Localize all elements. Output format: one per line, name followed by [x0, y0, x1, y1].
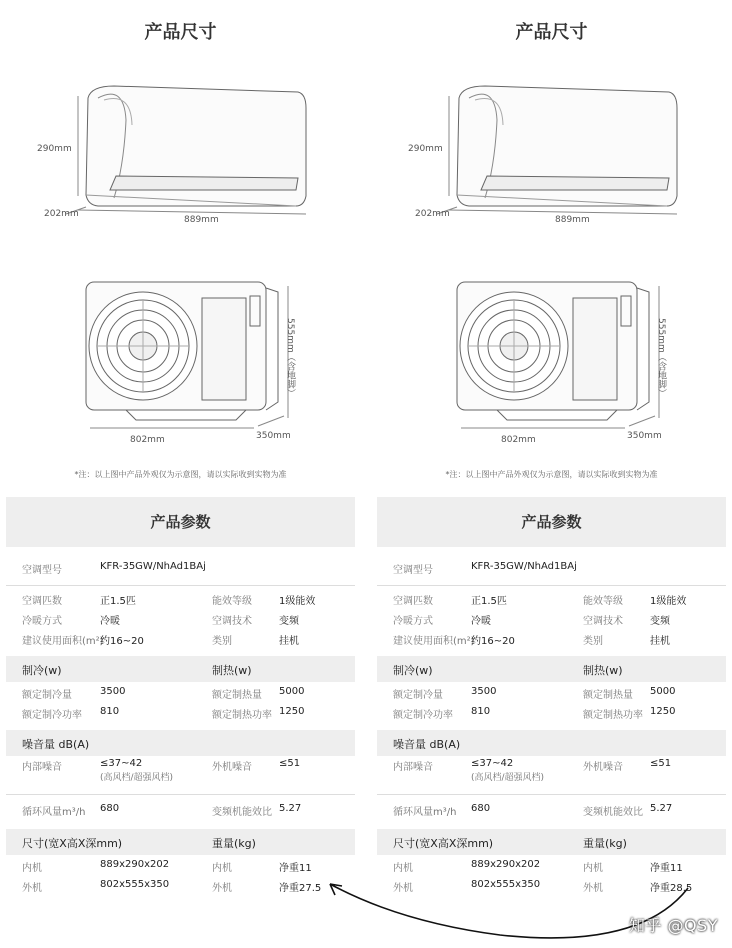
section-header [6, 730, 355, 756]
cell-value: 1级能效 [650, 596, 687, 607]
cell-label: 额定制冷量 [22, 690, 72, 701]
cooling-header: 制冷(w) [393, 664, 433, 677]
table-row [377, 706, 726, 726]
indoor-unit-drawing [66, 86, 306, 214]
cell-label: 空调匹数 [393, 596, 433, 607]
cell-label: 空调匹数 [22, 596, 62, 607]
size-title: 产品尺寸 [144, 22, 217, 43]
cell-label: 内机 [393, 863, 413, 874]
table-row [6, 879, 355, 899]
table-row [6, 855, 355, 879]
noise-header: 噪音量 dB(A) [22, 738, 90, 751]
table-row [377, 855, 726, 879]
cell-label: 空调技术 [212, 616, 252, 627]
outdoor-unit-drawing [86, 282, 288, 428]
size-title: 产品尺寸 [515, 22, 588, 43]
table-row [377, 632, 726, 652]
cell-value: 5.27 [650, 803, 673, 814]
indoor-unit-drawing [437, 86, 677, 214]
table-row [6, 794, 355, 829]
cell-value: 1250 [650, 706, 676, 717]
cell-value: ≤37~42 [471, 758, 514, 769]
cell-value: 810 [100, 706, 120, 717]
cell-label: 额定制冷量 [393, 690, 443, 701]
cell-label: 建议使用面积(m²) [393, 636, 475, 647]
cell-label: 冷暖方式 [22, 616, 62, 627]
params-title: 产品参数 [6, 497, 355, 547]
params-table [377, 497, 726, 899]
table-row [377, 794, 726, 829]
cell-label: 外机 [212, 883, 232, 894]
cell-subvalue: (高风档/超强风档) [471, 773, 545, 783]
cell-value: 正1.5匹 [471, 596, 507, 607]
cell-label: 外机噪音 [212, 762, 252, 773]
cell-value: ≤51 [279, 758, 301, 769]
size-header: 尺寸(宽X高X深mm) [22, 837, 123, 850]
cell-value: ≤51 [650, 758, 672, 769]
cell-label: 类别 [212, 636, 232, 647]
indoor-width-label: 889mm [184, 215, 219, 225]
indoor-depth-label: 202mm [415, 209, 450, 219]
cell-label: 外机 [583, 883, 603, 894]
model-row [377, 561, 726, 585]
table-row [6, 706, 355, 726]
table-row [6, 756, 355, 794]
cell-value: 净重11 [650, 863, 683, 874]
cell-value: 约16~20 [100, 636, 144, 647]
cell-value: 净重27.5 [279, 883, 322, 894]
cell-label: 额定制冷功率 [393, 710, 453, 721]
cell-value: ≤37~42 [100, 758, 143, 769]
table-row [377, 756, 726, 794]
cell-label: 外机噪音 [583, 762, 623, 773]
heating-header: 制热(w) [583, 664, 623, 677]
model-label: 空调型号 [393, 565, 433, 576]
cell-value: 680 [100, 803, 120, 814]
cell-value: 约16~20 [471, 636, 515, 647]
table-row [6, 585, 355, 612]
cell-label: 内机 [22, 863, 42, 874]
heating-header: 制热(w) [212, 664, 252, 677]
indoor-height-label: 290mm [408, 144, 443, 154]
cell-label: 额定制热量 [583, 690, 633, 701]
weight-header: 重量(kg) [212, 837, 256, 850]
outdoor-height-label: 555mm（含地脚） [285, 318, 295, 398]
cell-label: 外机 [393, 883, 413, 894]
unit-drawings [377, 0, 726, 470]
outdoor-unit-drawing [457, 282, 659, 428]
table-row [6, 632, 355, 652]
cell-value: 889x290x202 [471, 859, 541, 870]
cell-label: 冷暖方式 [393, 616, 433, 627]
section-header [377, 730, 726, 756]
cell-subvalue: (高风档/超强风档) [100, 773, 174, 783]
cooling-header: 制冷(w) [22, 664, 62, 677]
disclaimer-note: *注：以上图中产品外观仅为示意图，请以实际收到实物为准 [445, 470, 658, 479]
cell-label: 外机 [22, 883, 42, 894]
cell-value: 5.27 [279, 803, 302, 814]
cell-label: 类别 [583, 636, 603, 647]
cell-value: 1级能效 [279, 596, 316, 607]
outdoor-width-label: 802mm [130, 435, 165, 445]
cell-label: 内部噪音 [393, 762, 433, 773]
table-row [377, 879, 726, 899]
section-header [377, 656, 726, 682]
cell-value: 802x555x350 [100, 879, 170, 890]
cell-value: 810 [471, 706, 491, 717]
cell-label: 内部噪音 [22, 762, 62, 773]
cell-label: 内机 [583, 863, 603, 874]
section-header [6, 656, 355, 682]
cell-label: 循环风量m³/h [393, 807, 457, 818]
cell-value: 5000 [279, 686, 305, 697]
cell-value: 变频 [279, 616, 299, 627]
indoor-width-label: 889mm [555, 215, 590, 225]
cell-label: 内机 [212, 863, 232, 874]
model-row [6, 561, 355, 585]
table-row [6, 612, 355, 632]
noise-header: 噪音量 dB(A) [393, 738, 461, 751]
cell-label: 建议使用面积(m²) [22, 636, 104, 647]
table-row [6, 682, 355, 706]
cell-label: 能效等级 [583, 596, 623, 607]
model-value: KFR-35GW/NhAd1BAj [100, 561, 206, 572]
model-value: KFR-35GW/NhAd1BAj [471, 561, 577, 572]
cell-value: 挂机 [650, 636, 670, 647]
cell-value: 净重11 [279, 863, 312, 874]
cell-value: 冷暖 [100, 616, 120, 627]
cell-value: 冷暖 [471, 616, 491, 627]
params-table [6, 497, 355, 899]
cell-label: 变频机能效比 [583, 807, 643, 818]
unit-drawings [6, 0, 355, 470]
left-panel [6, 0, 355, 940]
table-row [377, 612, 726, 632]
cell-value: 挂机 [279, 636, 299, 647]
model-label: 空调型号 [22, 565, 62, 576]
cell-label: 能效等级 [212, 596, 252, 607]
outdoor-width-label: 802mm [501, 435, 536, 445]
disclaimer-note: *注：以上图中产品外观仅为示意图，请以实际收到实物为准 [74, 470, 287, 479]
cell-label: 空调技术 [583, 616, 623, 627]
weight-header: 重量(kg) [583, 837, 627, 850]
outdoor-height-label: 555mm（含地脚） [656, 318, 666, 398]
cell-value: 3500 [471, 686, 497, 697]
cell-label: 额定制冷功率 [22, 710, 82, 721]
params-title: 产品参数 [377, 497, 726, 547]
indoor-height-label: 290mm [37, 144, 72, 154]
watermark: 知乎 @QSY [628, 916, 718, 935]
cell-value: 净重28.5 [650, 883, 693, 894]
cell-label: 额定制热量 [212, 690, 262, 701]
cell-label: 循环风量m³/h [22, 807, 86, 818]
cell-value: 680 [471, 803, 491, 814]
right-panel [377, 0, 726, 940]
cell-value: 889x290x202 [100, 859, 170, 870]
table-row [377, 585, 726, 612]
cell-value: 1250 [279, 706, 305, 717]
indoor-depth-label: 202mm [44, 209, 79, 219]
section-header [6, 829, 355, 855]
cell-value: 变频 [650, 616, 670, 627]
cell-label: 变频机能效比 [212, 807, 272, 818]
section-header [377, 829, 726, 855]
cell-value: 3500 [100, 686, 126, 697]
size-header: 尺寸(宽X高X深mm) [393, 837, 494, 850]
cell-label: 额定制热功率 [583, 710, 643, 721]
cell-label: 额定制热功率 [212, 710, 272, 721]
outdoor-depth-label: 350mm [627, 431, 662, 441]
cell-value: 正1.5匹 [100, 596, 136, 607]
outdoor-depth-label: 350mm [256, 431, 291, 441]
cell-value: 802x555x350 [471, 879, 541, 890]
cell-value: 5000 [650, 686, 676, 697]
table-row [377, 682, 726, 706]
